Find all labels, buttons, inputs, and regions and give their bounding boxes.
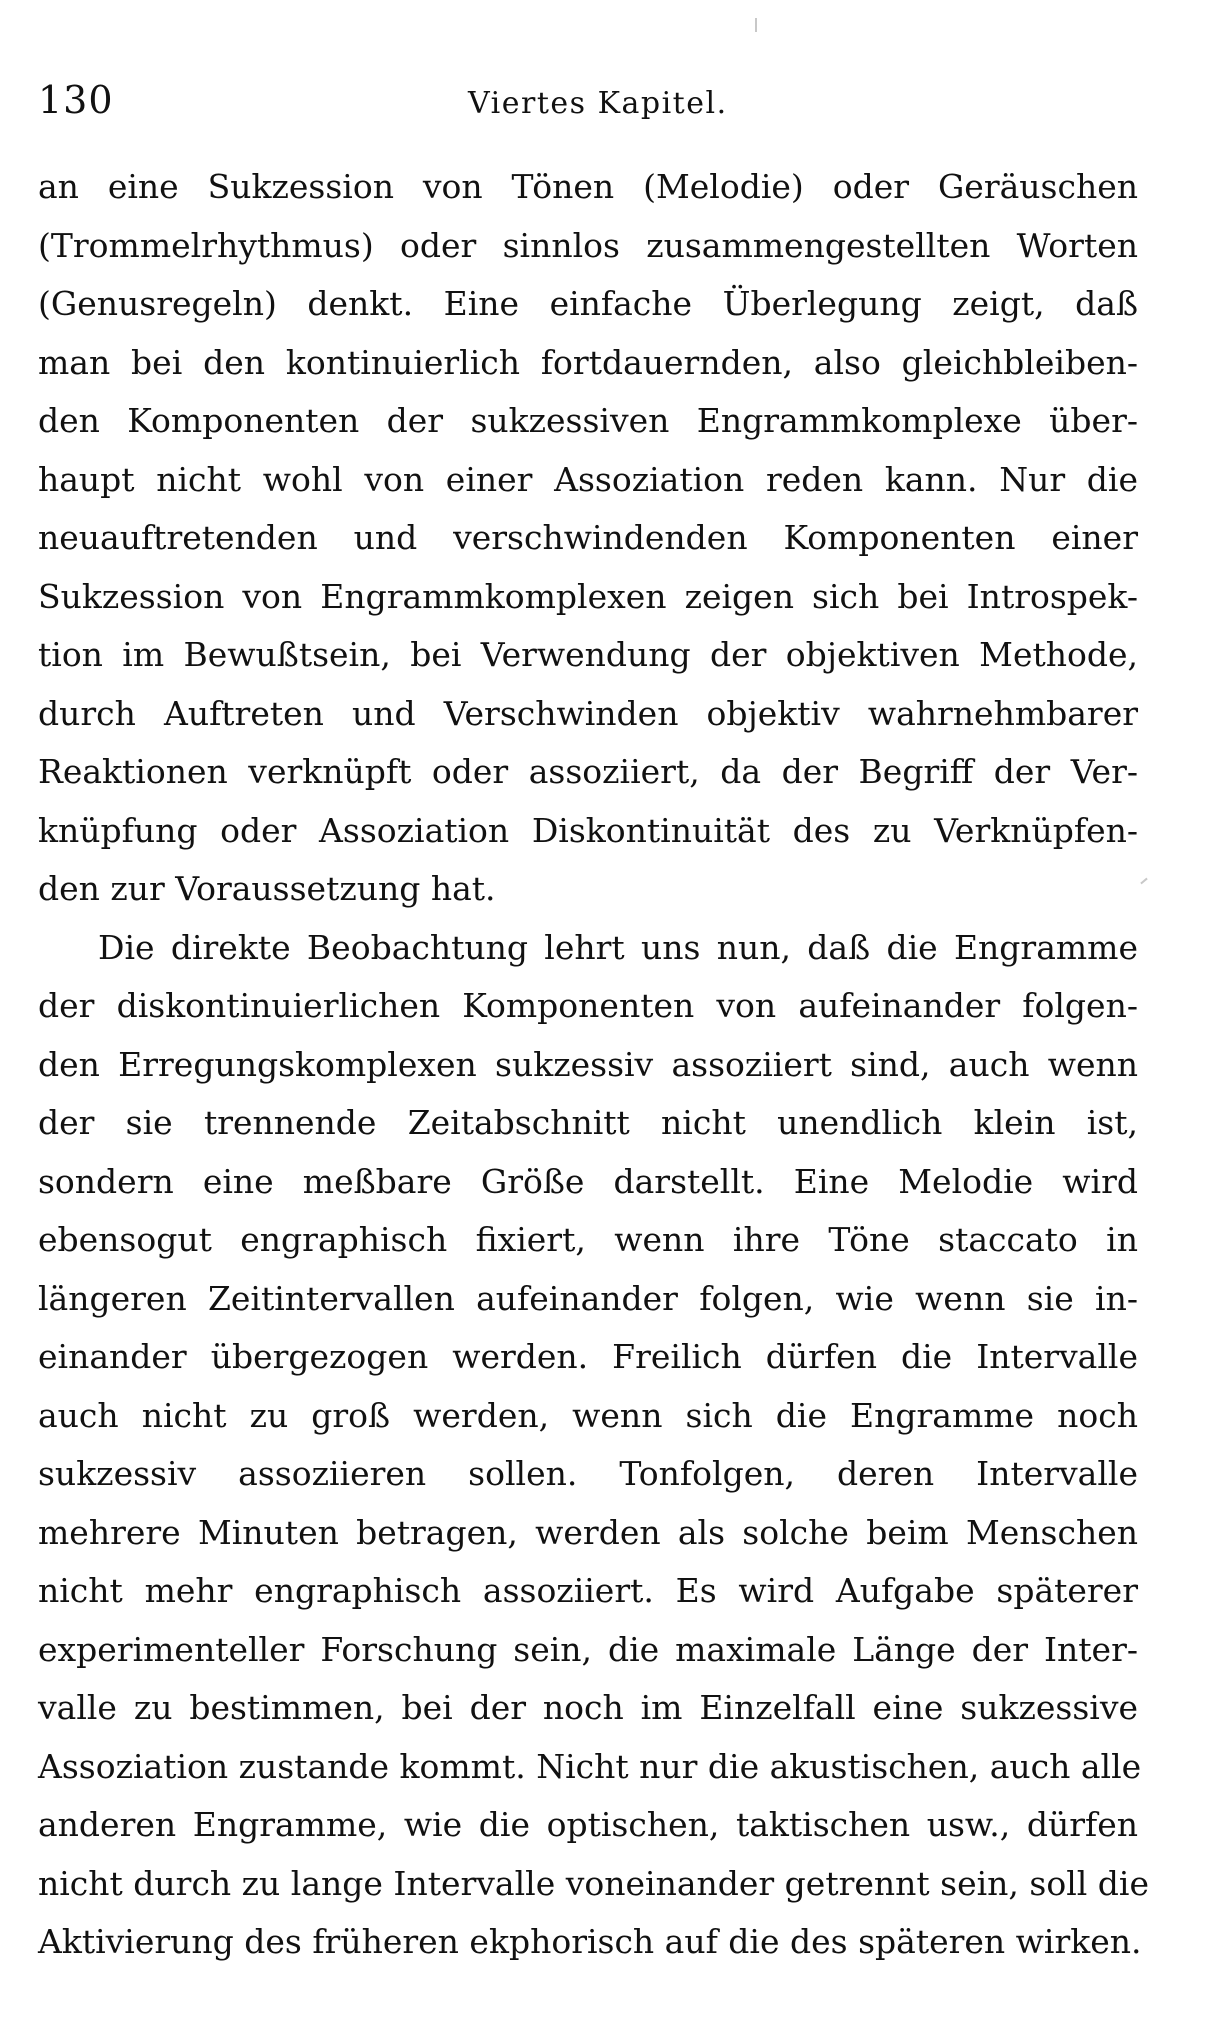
text-line: neuauftretenden und verschwindenden Komponenten einer: [38, 518, 1138, 557]
text-line: längeren Zeitintervallen aufeinander folgen, wie wenn sie in-: [38, 1278, 1138, 1318]
text-line: haupt nicht wohl von einer Assoziation reden kann. Nur die: [38, 459, 1138, 499]
text-line: sukzessiv assoziieren sollen. Tonfolgen, deren Intervalle: [38, 1454, 1138, 1493]
text-line: valle zu bestimmen, bei der noch im Einzelfall eine sukzessive: [38, 1688, 1138, 1727]
text-line: nicht mehr engraphisch assoziiert. Es wird Aufgabe späterer: [38, 1571, 1138, 1610]
text-line: anderen Engramme, wie die optischen, taktischen usw., dürfen: [38, 1805, 1138, 1844]
text-line: nicht durch zu lange Intervalle voneinander getrennt sein, soll die: [38, 1863, 1150, 1903]
text-line: der diskontinuierlichen Komponenten von aufeinander folgen-: [38, 986, 1138, 1025]
text-line: Assoziation zustande kommt. Nicht nur die akustischen, auch alle: [38, 1746, 1142, 1786]
text-line: der sie trennende Zeitabschnitt nicht unendlich klein ist,: [38, 1103, 1138, 1142]
page-header: [38, 70, 1138, 130]
text-line: auch nicht zu groß werden, wenn sich die Engramme noch: [38, 1395, 1138, 1435]
running-head: Viertes Kapitel.: [468, 86, 728, 121]
text-line: Die direkte Beobachtung lehrt uns nun, daß die Engramme: [98, 927, 1138, 967]
text-line: Sukzession von Engrammkomplexen zeigen sich bei Introspek-: [38, 576, 1138, 616]
text-line: Reaktionen verknüpft oder assoziiert, da der Begriff der Ver-: [38, 752, 1138, 791]
text-line: den zur Voraussetzung hat.: [38, 869, 496, 908]
scan-mark: [755, 18, 757, 32]
body-text: [38, 158, 1150, 1972]
text-line: tion im Bewußtsein, bei Verwendung der objektiven Methode,: [38, 635, 1138, 674]
text-line: knüpfung oder Assoziation Diskontinuität des zu Verknüpfen-: [38, 810, 1138, 850]
text-line: sondern eine meßbare Größe darstellt. Eine Melodie wird: [38, 1161, 1138, 1201]
text-line: Aktivierung des früheren ekphorisch auf die des späteren wirken.: [38, 1922, 1142, 1961]
text-line: experimenteller Forschung sein, die maximale Länge der Inter-: [38, 1629, 1138, 1669]
page-number: 130: [38, 78, 114, 122]
scan-mark: [1140, 878, 1147, 885]
text-line: ebensogut engraphisch fixiert, wenn ihre Töne staccato in: [38, 1220, 1138, 1259]
text-line: den Erregungskomplexen sukzessiv assoziiert sind, auch wenn: [38, 1044, 1138, 1084]
text-line: den Komponenten der sukzessiven Engrammkomplexe über-: [38, 401, 1138, 440]
text-line: durch Auftreten und Verschwinden objektiv wahrnehmbarer: [38, 693, 1138, 733]
text-line: (Trommelrhythmus) oder sinnlos zusammengestellten Worten: [38, 225, 1138, 265]
text-line: man bei den kontinuierlich fortdauernden, also gleichbleiben-: [38, 342, 1138, 382]
text-line: mehrere Minuten betragen, werden als solche beim Menschen: [38, 1512, 1138, 1552]
text-line: einander übergezogen werden. Freilich dürfen die Intervalle: [38, 1337, 1138, 1376]
text-line: an eine Sukzession von Tönen (Melodie) oder Geräuschen: [38, 167, 1138, 206]
text-line: (Genusregeln) denkt. Eine einfache Überlegung zeigt, daß: [38, 284, 1138, 323]
